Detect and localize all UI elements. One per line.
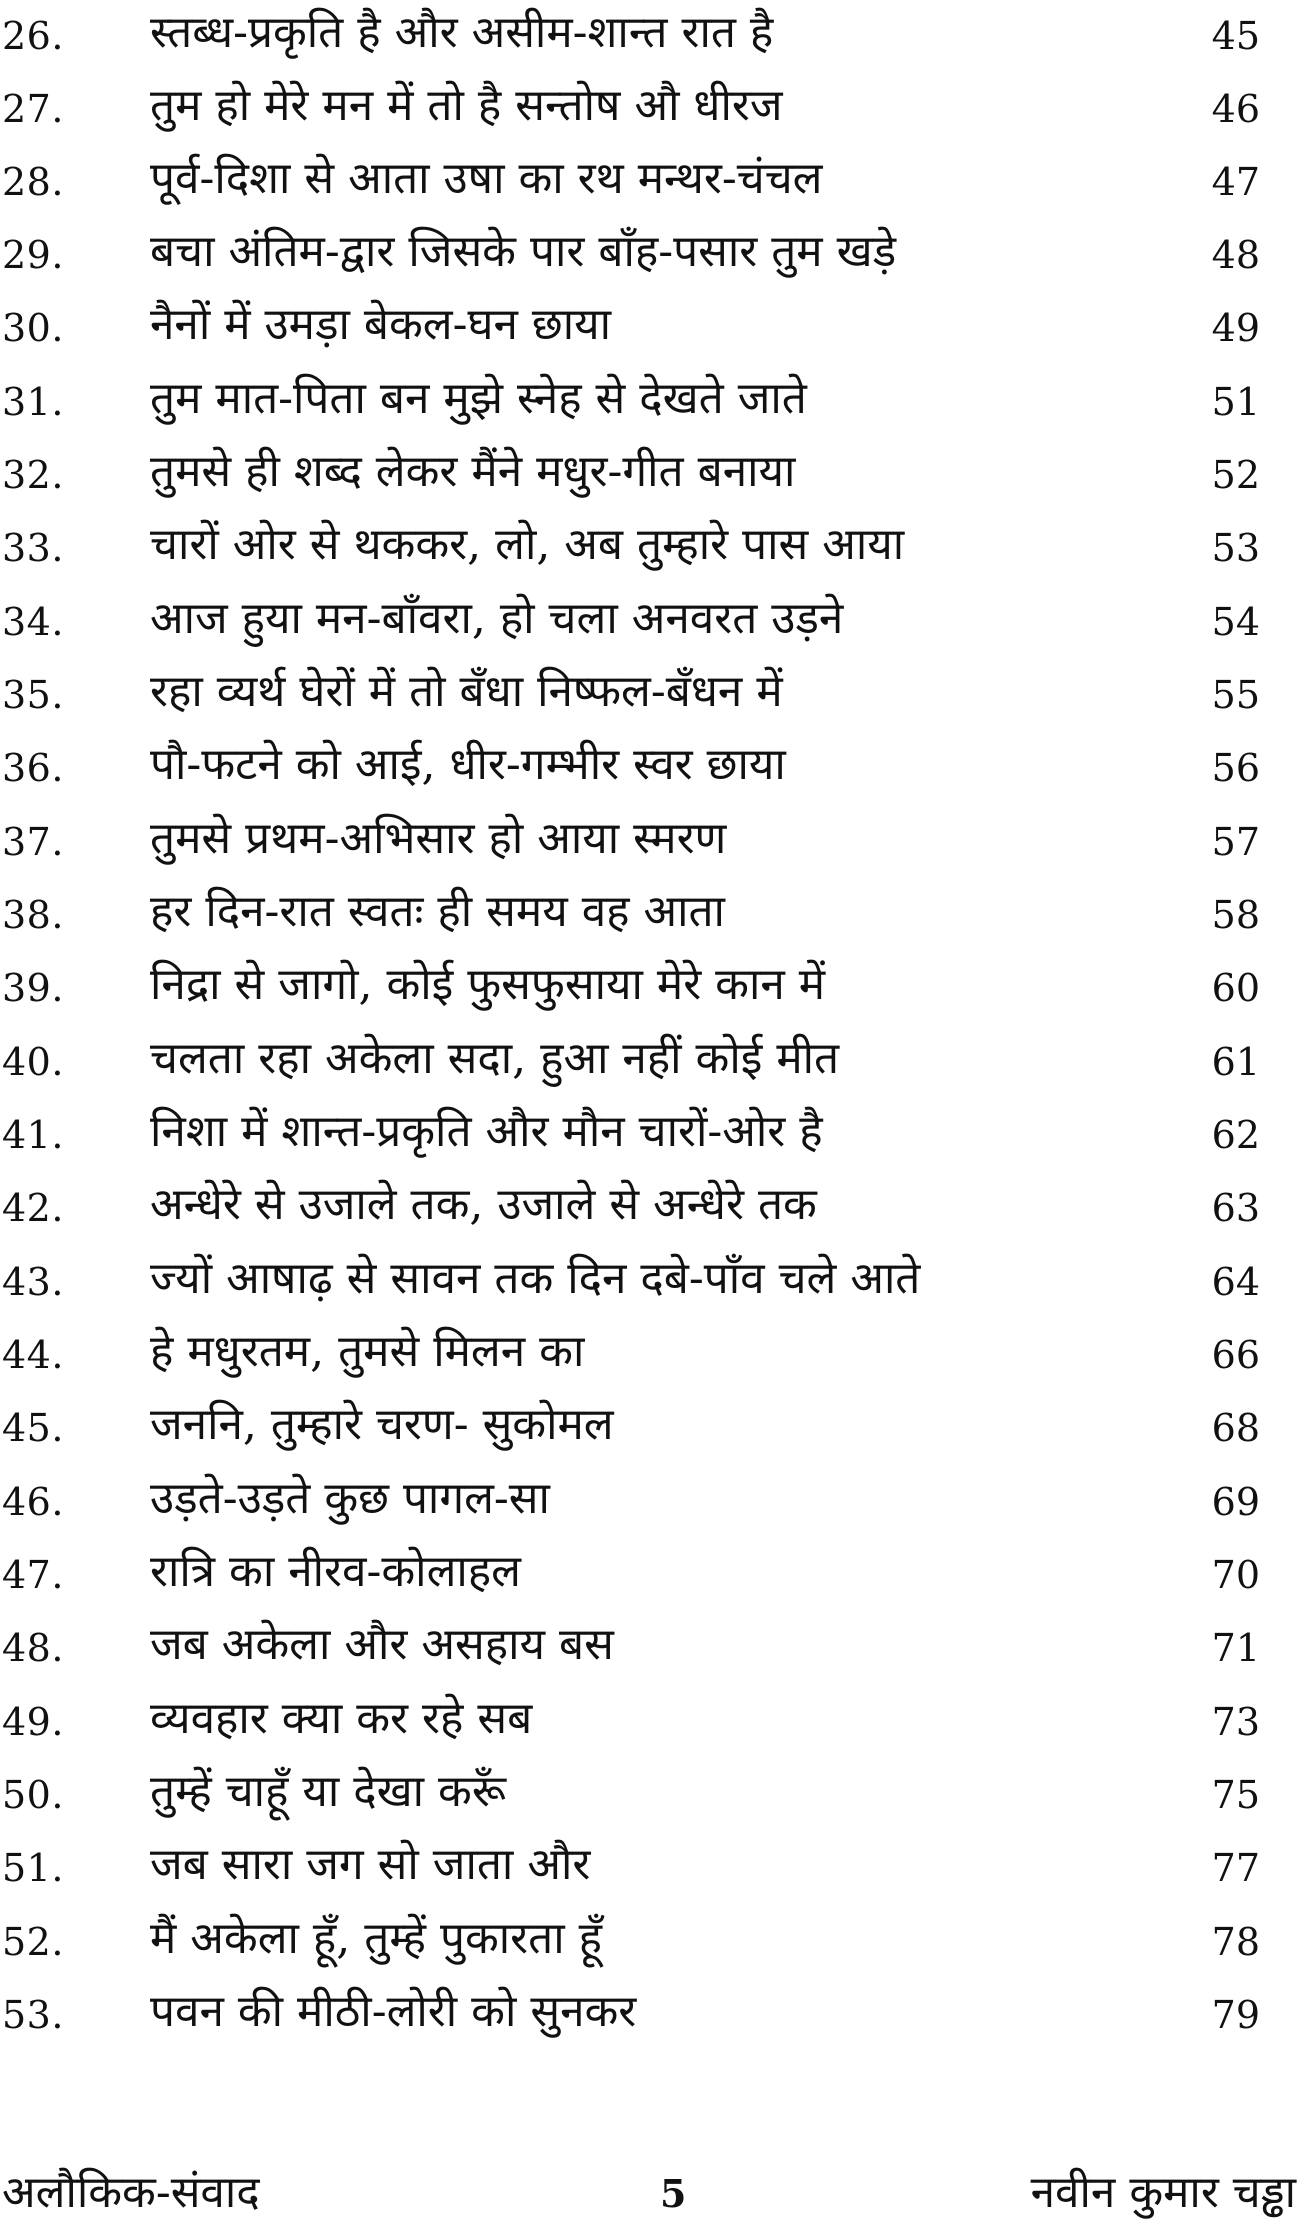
entry-title: निशा में शान्त-प्रकृति और मौन चारों-ओर है bbox=[150, 1106, 823, 1157]
toc-row bbox=[0, 146, 1298, 220]
entry-title: निद्रा से जागो, कोई फुसफुसाया मेरे कान में bbox=[150, 959, 826, 1010]
entry-title: तुम्हें चाहूँ या देखा करूँ bbox=[150, 1766, 507, 1817]
entry-title: ज्यों आषाढ़ से सावन तक दिन दबे-पाँव चले आते bbox=[150, 1253, 921, 1304]
toc-row bbox=[0, 1466, 1298, 1540]
toc-row bbox=[0, 1319, 1298, 1393]
entry-page: 71 bbox=[1211, 1626, 1260, 1670]
toc-row bbox=[0, 1099, 1298, 1173]
entry-number: 38. bbox=[2, 893, 64, 937]
entry-page: 60 bbox=[1211, 966, 1260, 1010]
toc-row bbox=[0, 586, 1298, 660]
entry-page: 55 bbox=[1211, 673, 1260, 717]
entry-page: 47 bbox=[1211, 160, 1260, 204]
entry-page: 75 bbox=[1211, 1773, 1260, 1817]
entry-title: आज हुया मन-बाँवरा, हो चला अनवरत उड़ने bbox=[150, 593, 844, 644]
entry-title: चारों ओर से थककर, लो, अब तुम्हारे पास आया bbox=[150, 519, 905, 570]
entry-number: 26. bbox=[2, 14, 64, 58]
entry-page: 62 bbox=[1211, 1113, 1260, 1157]
entry-page: 52 bbox=[1211, 453, 1260, 497]
page-number: 5 bbox=[660, 2171, 687, 2216]
toc-row bbox=[0, 219, 1298, 293]
toc-row bbox=[0, 806, 1298, 880]
toc-row bbox=[0, 512, 1298, 586]
book-title: अलौकिक-संवाद bbox=[2, 2167, 260, 2218]
entry-number: 39. bbox=[2, 966, 64, 1010]
toc-row bbox=[0, 879, 1298, 953]
entry-page: 77 bbox=[1211, 1846, 1260, 1890]
entry-title: तुम मात-पिता बन मुझे स्नेह से देखते जाते bbox=[150, 373, 807, 424]
toc-row bbox=[0, 1686, 1298, 1760]
entry-number: 34. bbox=[2, 600, 64, 644]
entry-page: 64 bbox=[1211, 1260, 1260, 1304]
toc-row bbox=[0, 1759, 1298, 1833]
toc-row bbox=[0, 1172, 1298, 1246]
toc-row bbox=[0, 1026, 1298, 1100]
toc-row bbox=[0, 1979, 1298, 2053]
toc-row bbox=[0, 439, 1298, 513]
entry-page: 63 bbox=[1211, 1186, 1260, 1230]
entry-number: 43. bbox=[2, 1260, 64, 1304]
entry-title: नैनों में उमड़ा बेकल-घन छाया bbox=[150, 299, 612, 350]
toc-row bbox=[0, 952, 1298, 1026]
entry-number: 42. bbox=[2, 1186, 64, 1230]
entry-page: 54 bbox=[1211, 600, 1260, 644]
entry-page: 69 bbox=[1211, 1480, 1260, 1524]
entry-number: 45. bbox=[2, 1406, 64, 1450]
entry-number: 49. bbox=[2, 1700, 64, 1744]
entry-number: 31. bbox=[2, 380, 64, 424]
toc-row bbox=[0, 73, 1298, 147]
entry-title: पौ-फटने को आई, धीर-गम्भीर स्वर छाया bbox=[150, 739, 786, 790]
entry-number: 33. bbox=[2, 526, 64, 570]
entry-title: जननि, तुम्हारे चरण- सुकोमल bbox=[150, 1399, 614, 1450]
entry-title: तुमसे ही शब्द लेकर मैंने मधुर-गीत बनाया bbox=[150, 446, 796, 497]
toc-row bbox=[0, 1906, 1298, 1980]
toc-row bbox=[0, 659, 1298, 733]
entry-page: 46 bbox=[1211, 87, 1260, 131]
entry-title: स्तब्ध-प्रकृति है और असीम-शान्त रात है bbox=[150, 7, 774, 58]
entry-number: 52. bbox=[2, 1920, 64, 1964]
entry-page: 57 bbox=[1211, 820, 1260, 864]
entry-title: मैं अकेला हूँ, तुम्हें पुकारता हूँ bbox=[150, 1913, 602, 1964]
entry-title: पवन की मीठी-लोरी को सुनकर bbox=[150, 1986, 637, 2037]
toc-row bbox=[0, 1832, 1298, 1906]
entry-page: 68 bbox=[1211, 1406, 1260, 1450]
entry-title: रात्रि का नीरव-कोलाहल bbox=[150, 1546, 521, 1597]
entry-title: हर दिन-रात स्वतः ही समय वह आता bbox=[150, 886, 725, 937]
entry-title: व्यवहार क्या कर रहे सब bbox=[150, 1693, 533, 1744]
entry-page: 56 bbox=[1211, 746, 1260, 790]
entry-page: 53 bbox=[1211, 526, 1260, 570]
author-name: नवीन कुमार चड्ढा bbox=[1030, 2167, 1296, 2218]
entry-title: अन्धेरे से उजाले तक, उजाले से अन्धेरे तक bbox=[150, 1179, 817, 1230]
entry-number: 35. bbox=[2, 673, 64, 717]
entry-number: 30. bbox=[2, 306, 64, 350]
entry-title: रहा व्यर्थ घेरों में तो बँधा निष्फल-बँधन में bbox=[150, 666, 783, 717]
entry-title: बचा अंतिम-द्वार जिसके पार बाँह-पसार तुम खड़े bbox=[150, 226, 897, 277]
entry-page: 70 bbox=[1211, 1553, 1260, 1597]
entry-number: 32. bbox=[2, 453, 64, 497]
entry-page: 49 bbox=[1211, 306, 1260, 350]
entry-page: 66 bbox=[1211, 1333, 1260, 1377]
entry-page: 73 bbox=[1211, 1700, 1260, 1744]
entry-number: 36. bbox=[2, 746, 64, 790]
entry-title: तुम हो मेरे मन में तो है सन्तोष औ धीरज bbox=[150, 80, 783, 131]
toc-row bbox=[0, 292, 1298, 366]
entry-number: 48. bbox=[2, 1626, 64, 1670]
entry-page: 61 bbox=[1211, 1040, 1260, 1084]
page-footer bbox=[0, 2160, 1298, 2230]
entry-number: 51. bbox=[2, 1846, 64, 1890]
toc-row bbox=[0, 732, 1298, 806]
entry-title: जब अकेला और असहाय बस bbox=[150, 1619, 614, 1670]
entry-title: जब सारा जग सो जाता और bbox=[150, 1839, 591, 1890]
entry-page: 51 bbox=[1211, 380, 1260, 424]
toc-row bbox=[0, 1612, 1298, 1686]
entry-title: हे मधुरतम, तुमसे मिलन का bbox=[150, 1326, 585, 1377]
toc-row bbox=[0, 1246, 1298, 1320]
entry-title: तुमसे प्रथम-अभिसार हो आया स्मरण bbox=[150, 813, 727, 864]
toc-row bbox=[0, 1539, 1298, 1613]
entry-page: 79 bbox=[1211, 1993, 1260, 2037]
entry-number: 27. bbox=[2, 87, 64, 131]
entry-number: 41. bbox=[2, 1113, 64, 1157]
toc-row bbox=[0, 1392, 1298, 1466]
entry-number: 37. bbox=[2, 820, 64, 864]
entry-number: 28. bbox=[2, 160, 64, 204]
entry-page: 48 bbox=[1211, 233, 1260, 277]
entry-number: 50. bbox=[2, 1773, 64, 1817]
entry-number: 46. bbox=[2, 1480, 64, 1524]
entry-page: 58 bbox=[1211, 893, 1260, 937]
entry-page: 45 bbox=[1211, 14, 1260, 58]
toc-row bbox=[0, 0, 1298, 74]
entry-title: उड़ते-उड़ते कुछ पागल-सा bbox=[150, 1473, 550, 1524]
toc-row bbox=[0, 366, 1298, 440]
entry-number: 53. bbox=[2, 1993, 64, 2037]
entry-page: 78 bbox=[1211, 1920, 1260, 1964]
entry-number: 44. bbox=[2, 1333, 64, 1377]
entry-title: पूर्व-दिशा से आता उषा का रथ मन्थर-चंचल bbox=[150, 153, 823, 204]
entry-number: 29. bbox=[2, 233, 64, 277]
entry-title: चलता रहा अकेला सदा, हुआ नहीं कोई मीत bbox=[150, 1033, 840, 1084]
entry-number: 40. bbox=[2, 1040, 64, 1084]
entry-number: 47. bbox=[2, 1553, 64, 1597]
